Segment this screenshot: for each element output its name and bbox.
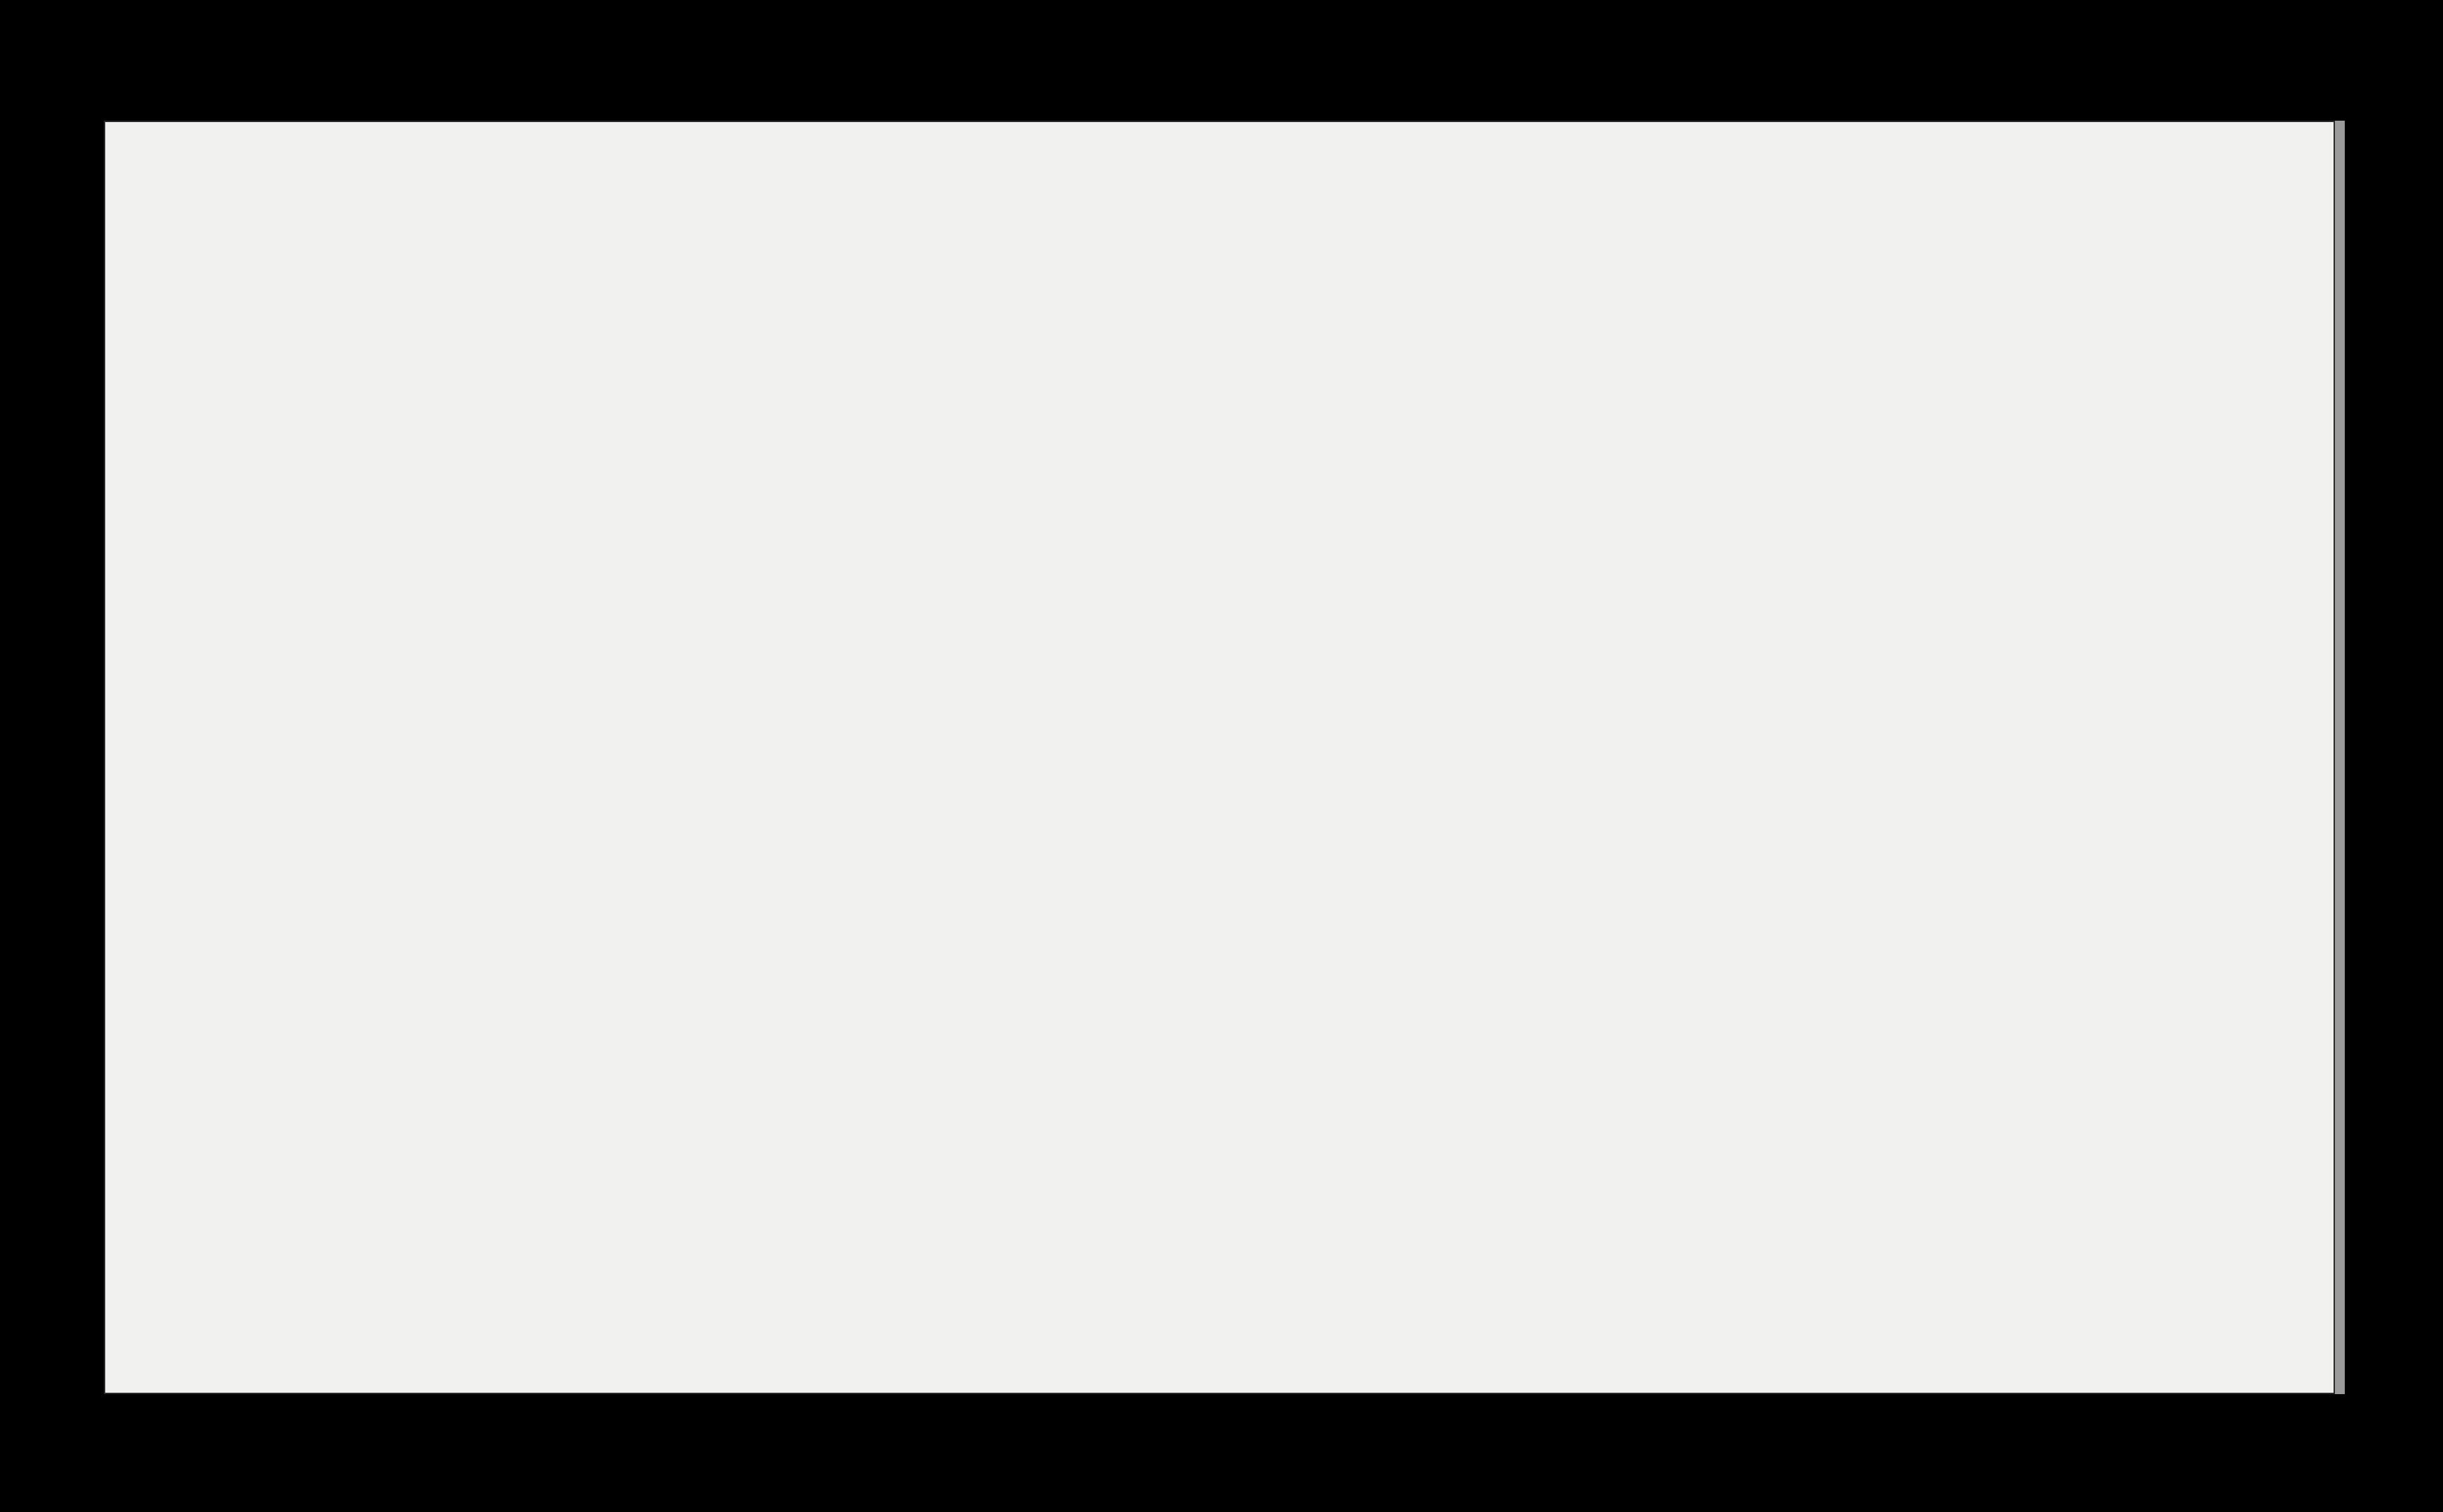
crop-table [114, 121, 2327, 440]
middle-section [114, 440, 2327, 1031]
census-form [114, 121, 2327, 1377]
card-edge [2335, 121, 2345, 1394]
lease-table [114, 1031, 2327, 1377]
